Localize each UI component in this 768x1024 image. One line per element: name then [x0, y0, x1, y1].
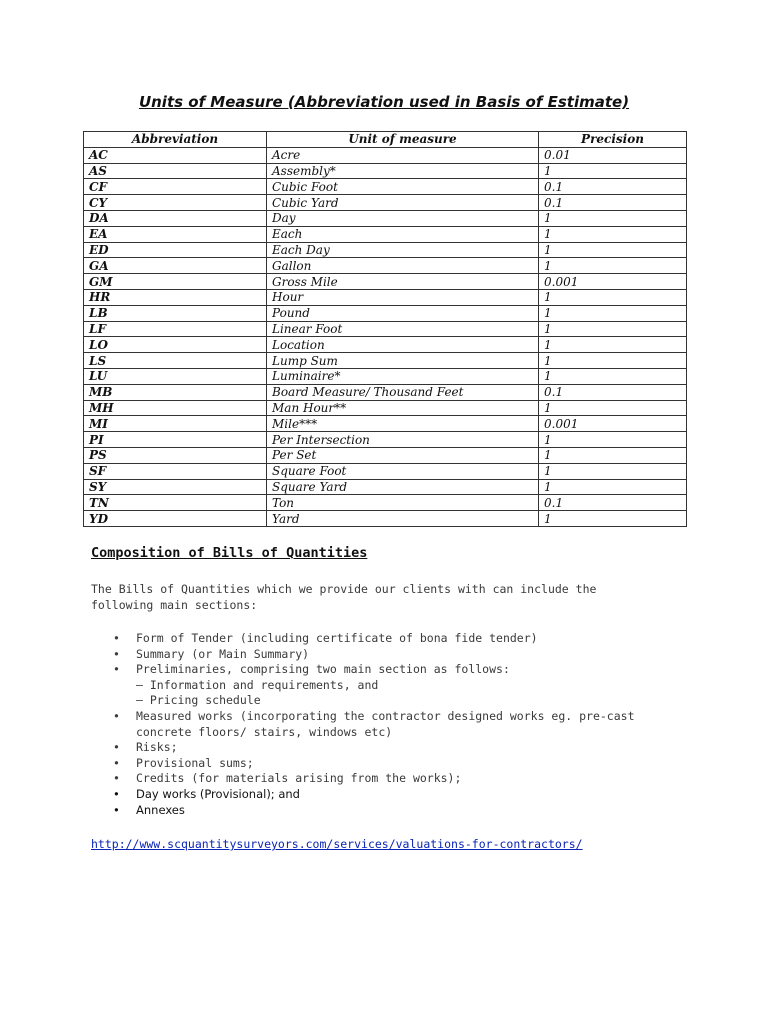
list-item	[91, 647, 671, 663]
precision-cell: 1	[539, 463, 687, 479]
abbreviation-cell: GA	[84, 258, 267, 274]
units-table	[83, 131, 687, 527]
abbreviation-cell: CY	[84, 195, 267, 211]
list-item	[91, 787, 671, 803]
list-item-text: Risks;	[136, 740, 178, 755]
unit-cell: Square Foot	[267, 463, 539, 479]
precision-cell: 0.1	[539, 179, 687, 195]
list-item	[91, 662, 671, 709]
precision-cell: 0.01	[539, 147, 687, 163]
abbreviation-cell: LU	[84, 368, 267, 384]
table-row	[84, 163, 687, 179]
table-row	[84, 195, 687, 211]
table-row	[84, 226, 687, 242]
table-row	[84, 511, 687, 527]
bullet-icon: •	[113, 708, 120, 723]
abbreviation-cell: MI	[84, 416, 267, 432]
unit-cell: Ton	[267, 495, 539, 511]
column-header-abbreviation: Abbreviation	[84, 132, 267, 148]
table-row	[84, 147, 687, 163]
abbreviation-cell: EA	[84, 226, 267, 242]
unit-cell: Gross Mile	[267, 274, 539, 290]
list-item-text: Credits (for materials arising from the works);	[136, 771, 462, 786]
unit-cell: Linear Foot	[267, 321, 539, 337]
reference-link[interactable]: http://www.scquantitysurveyors.com/services/valuations-for-contractors/	[91, 837, 583, 851]
bullet-icon: •	[113, 802, 120, 817]
precision-cell: 1	[539, 242, 687, 258]
unit-cell: Day	[267, 210, 539, 226]
unit-cell: Each Day	[267, 242, 539, 258]
table-row	[84, 289, 687, 305]
precision-cell: 1	[539, 321, 687, 337]
unit-cell: Board Measure/ Thousand Feet	[267, 384, 539, 400]
list-item	[91, 709, 671, 740]
table-row	[84, 479, 687, 495]
table-row	[84, 353, 687, 369]
section-list	[91, 631, 671, 818]
precision-cell: 1	[539, 163, 687, 179]
precision-cell: 1	[539, 400, 687, 416]
table-header-row	[84, 132, 687, 148]
abbreviation-cell: CF	[84, 179, 267, 195]
section-heading: Composition of Bills of Quantities	[91, 545, 368, 561]
abbreviation-cell: ED	[84, 242, 267, 258]
units-table-body	[84, 147, 687, 526]
list-item-text: Form of Tender (including certificate of bona fide tender)	[136, 631, 538, 645]
abbreviation-cell: TN	[84, 495, 267, 511]
table-row	[84, 321, 687, 337]
list-item	[91, 756, 671, 772]
abbreviation-cell: AS	[84, 163, 267, 179]
list-item	[91, 631, 671, 647]
abbreviation-cell: YD	[84, 511, 267, 527]
bullet-icon: •	[113, 786, 120, 801]
abbreviation-cell: AC	[84, 147, 267, 163]
column-header-precision: Precision	[539, 132, 687, 148]
list-item-text: Provisional sums;	[136, 755, 254, 770]
unit-cell: Each	[267, 226, 539, 242]
bullet-icon: •	[113, 646, 120, 661]
unit-cell: Cubic Yard	[267, 195, 539, 211]
list-item-text: Preliminaries, comprising two main section as follows:	[136, 662, 510, 677]
unit-cell: Assembly*	[267, 163, 539, 179]
table-row	[84, 368, 687, 384]
abbreviation-cell: LB	[84, 305, 267, 321]
precision-cell: 0.1	[539, 495, 687, 511]
list-subitem-text: – Pricing schedule	[136, 693, 261, 708]
list-item-text: Day works (Provisional); and	[136, 786, 300, 801]
abbreviation-cell: MB	[84, 384, 267, 400]
precision-cell: 1	[539, 337, 687, 353]
unit-cell: Acre	[267, 147, 539, 163]
table-row	[84, 305, 687, 321]
precision-cell: 1	[539, 368, 687, 384]
precision-cell: 1	[539, 447, 687, 463]
table-row	[84, 337, 687, 353]
list-subitem-text: – Information and requirements, and	[136, 677, 379, 692]
precision-cell: 1	[539, 353, 687, 369]
unit-cell: Luminaire*	[267, 368, 539, 384]
bullet-icon: •	[113, 740, 120, 755]
precision-cell: 0.1	[539, 195, 687, 211]
bullet-icon: •	[113, 755, 120, 770]
unit-cell: Hour	[267, 289, 539, 305]
bullet-icon: •	[113, 631, 120, 645]
list-item	[91, 771, 671, 787]
table-row	[84, 242, 687, 258]
unit-cell: Location	[267, 337, 539, 353]
abbreviation-cell: PI	[84, 432, 267, 448]
list-item	[91, 740, 671, 756]
unit-cell: Per Intersection	[267, 432, 539, 448]
list-item	[91, 803, 671, 819]
table-row	[84, 463, 687, 479]
unit-cell: Per Set	[267, 447, 539, 463]
abbreviation-cell: LO	[84, 337, 267, 353]
abbreviation-cell: MH	[84, 400, 267, 416]
unit-cell: Pound	[267, 305, 539, 321]
unit-cell: Cubic Foot	[267, 179, 539, 195]
precision-cell: 1	[539, 289, 687, 305]
abbreviation-cell: LS	[84, 353, 267, 369]
table-row	[84, 274, 687, 290]
table-row	[84, 416, 687, 432]
precision-cell: 0.001	[539, 274, 687, 290]
precision-cell: 1	[539, 432, 687, 448]
unit-cell: Square Yard	[267, 479, 539, 495]
precision-cell: 1	[539, 305, 687, 321]
abbreviation-cell: SY	[84, 479, 267, 495]
precision-cell: 1	[539, 479, 687, 495]
abbreviation-cell: GM	[84, 274, 267, 290]
unit-cell: Lump Sum	[267, 353, 539, 369]
list-item-text: Measured works (incorporating the contractor designed works eg. pre-cast concrete floors/ stairs, windows etc)	[136, 708, 635, 739]
precision-cell: 1	[539, 210, 687, 226]
unit-cell: Yard	[267, 511, 539, 527]
list-item-text: Annexes	[136, 802, 185, 817]
table-row	[84, 495, 687, 511]
abbreviation-cell: SF	[84, 463, 267, 479]
table-row	[84, 432, 687, 448]
precision-cell: 0.001	[539, 416, 687, 432]
precision-cell: 0.1	[539, 384, 687, 400]
bullet-icon: •	[113, 771, 120, 786]
column-header-unit: Unit of measure	[267, 132, 539, 148]
document-title: Units of Measure (Abbreviation used in Basis of Estimate)	[138, 93, 630, 111]
abbreviation-cell: DA	[84, 210, 267, 226]
table-row	[84, 447, 687, 463]
list-item-text: Summary (or Main Summary)	[136, 646, 310, 661]
precision-cell: 1	[539, 511, 687, 527]
abbreviation-cell: HR	[84, 289, 267, 305]
table-row	[84, 400, 687, 416]
bullet-icon: •	[113, 662, 120, 677]
unit-cell: Gallon	[267, 258, 539, 274]
unit-cell: Mile***	[267, 416, 539, 432]
abbreviation-cell: PS	[84, 447, 267, 463]
section-intro: The Bills of Quantities which we provide our clients with can include the following main sections:	[91, 582, 597, 612]
table-row	[84, 384, 687, 400]
precision-cell: 1	[539, 226, 687, 242]
table-row	[84, 179, 687, 195]
precision-cell: 1	[539, 258, 687, 274]
unit-cell: Man Hour**	[267, 400, 539, 416]
abbreviation-cell: LF	[84, 321, 267, 337]
table-row	[84, 258, 687, 274]
table-row	[84, 210, 687, 226]
